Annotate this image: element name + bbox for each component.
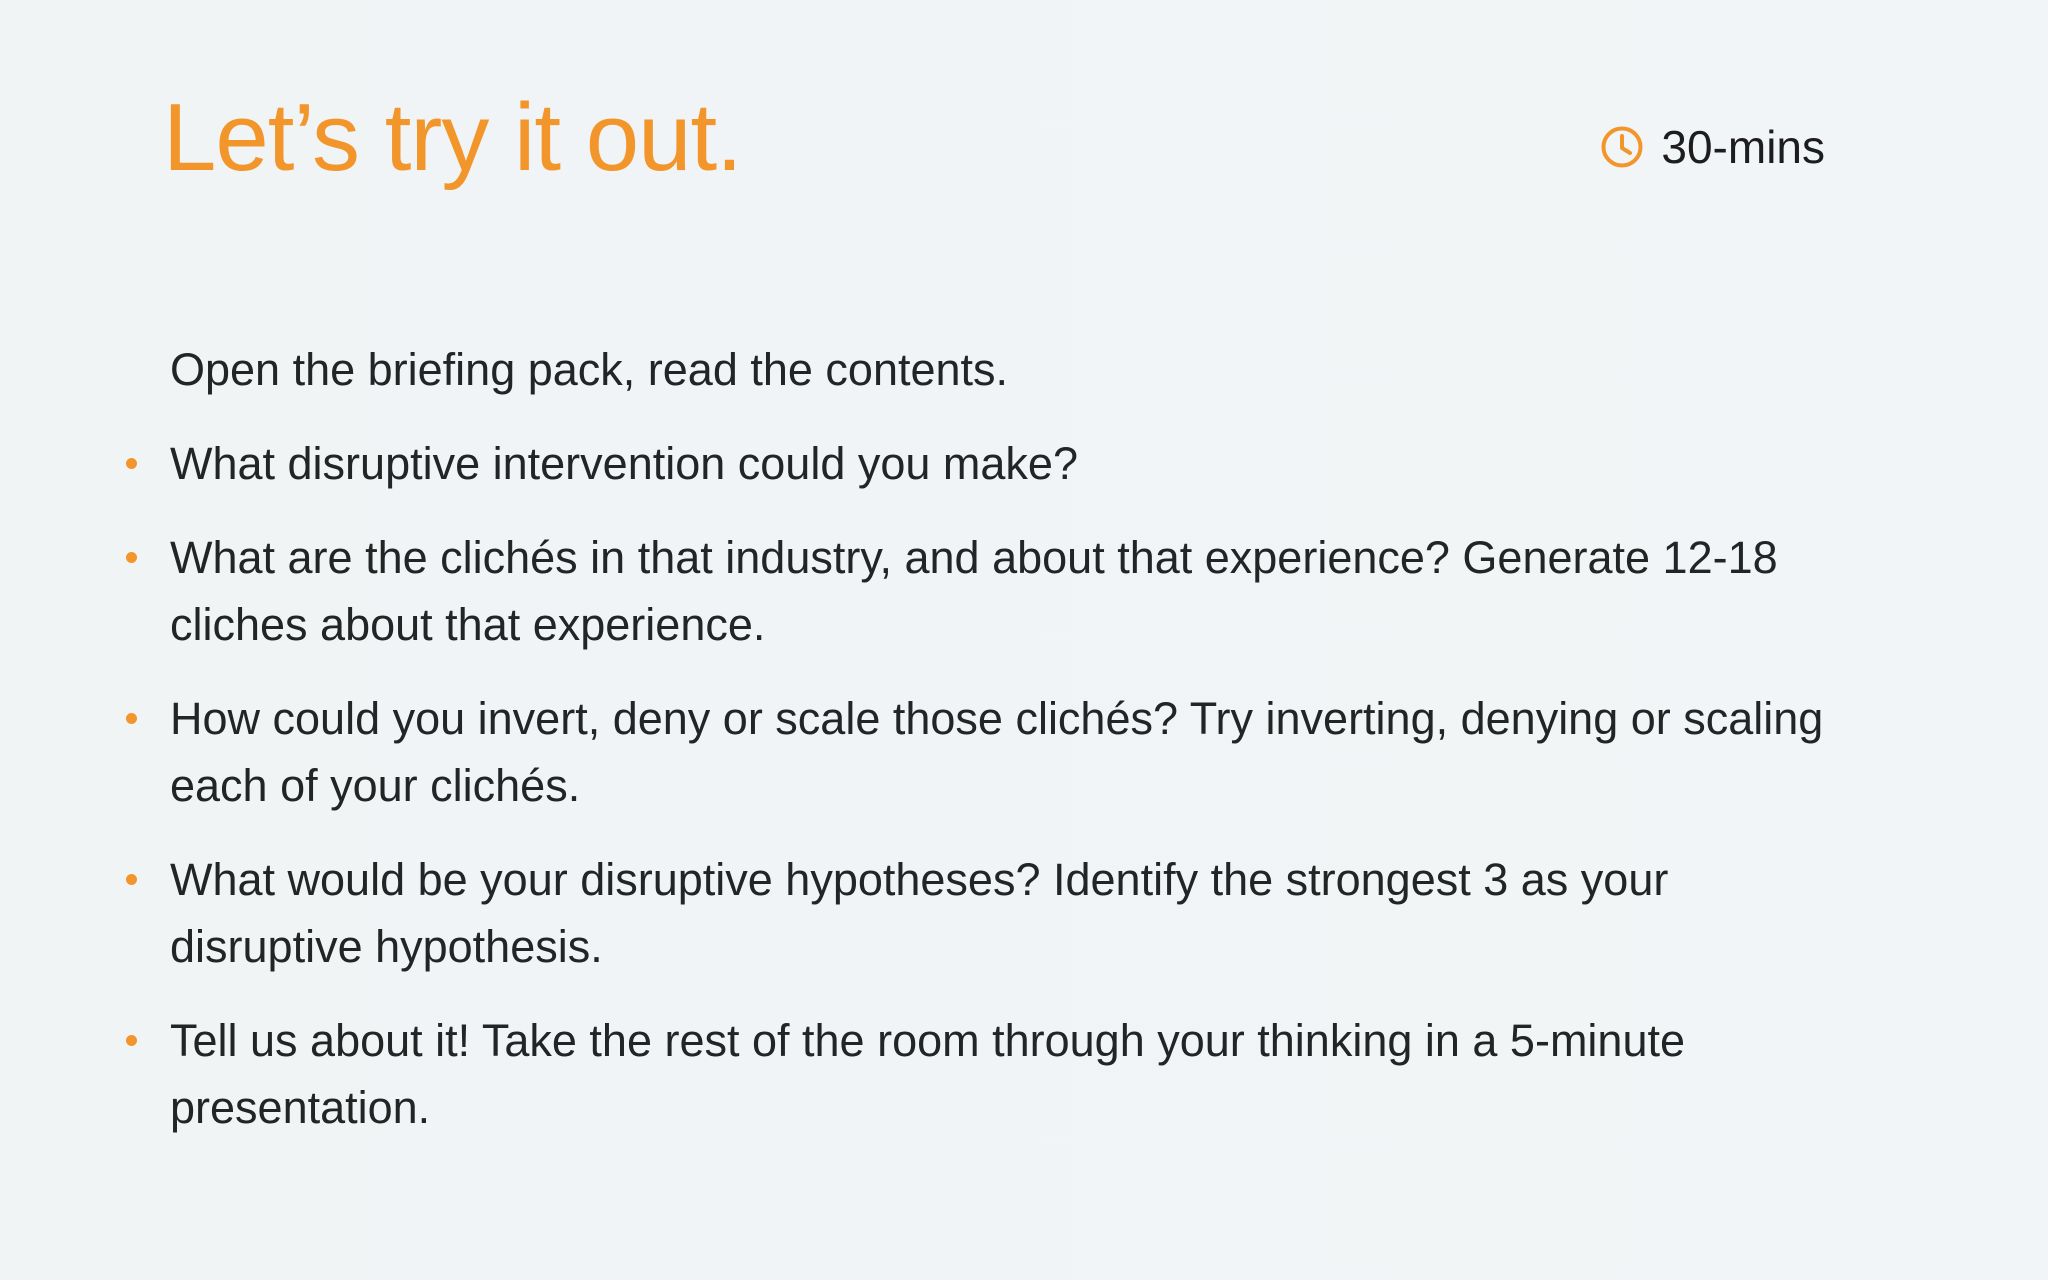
duration-indicator (1599, 121, 1825, 173)
bullet-text: Tell us about it! Take the rest of the room through your thinking in a 5-minute presentation. (170, 1015, 1686, 1133)
duration-label: 30-mins (1661, 121, 1825, 173)
clock-icon (1599, 124, 1645, 170)
list-item (170, 1007, 1830, 1141)
page-title: Let’s try it out. (163, 84, 742, 191)
bullet-icon (126, 874, 137, 885)
bullet-icon (126, 1035, 137, 1046)
list-item (170, 846, 1830, 980)
bullet-text: What would be your disruptive hypotheses? Identify the strongest 3 as your disruptive hypothesis. (170, 854, 1669, 972)
list-item (170, 524, 1830, 658)
list-item (170, 685, 1830, 819)
bullet-icon (126, 713, 137, 724)
bullet-text: What are the clichés in that industry, and about that experience? Generate 12-18 cliches about that experience. (170, 532, 1778, 650)
bullet-text: What disruptive intervention could you make? (170, 438, 1078, 489)
list-item (170, 430, 1830, 497)
bullet-list (170, 430, 1840, 1141)
slide-content (170, 336, 1840, 1168)
bullet-icon (126, 458, 137, 469)
bullet-icon (126, 552, 137, 563)
bullet-text: How could you invert, deny or scale those clichés? Try inverting, denying or scaling each of your clichés. (170, 693, 1824, 811)
intro-text: Open the briefing pack, read the contents. (170, 344, 1009, 395)
